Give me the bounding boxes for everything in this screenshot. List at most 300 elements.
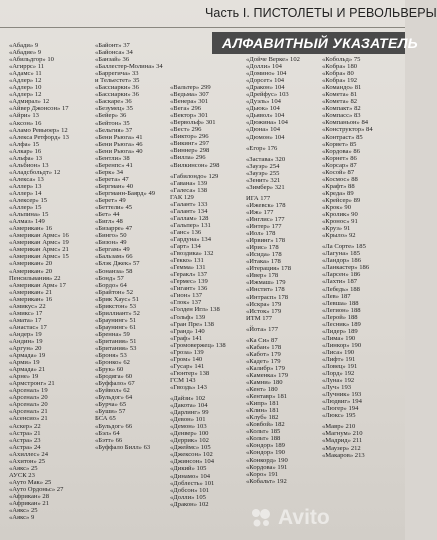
index-entry: «Иол» 178: [246, 230, 276, 238]
index-entry: «Исток» 179: [246, 307, 282, 315]
index-entry: «Бонд» 57: [95, 274, 124, 282]
index-entry: «Кабан» 178: [246, 343, 282, 351]
index-entry: «Арсенал» 20: [9, 394, 48, 402]
index-column-5: [322, 56, 402, 459]
index-entry: «Американ» 20: [9, 267, 53, 275]
index-entry: «Гальпер» 131: [170, 221, 211, 229]
index-entry: «Крейсер» 89: [322, 196, 361, 204]
index-entry: «Граф» 141: [170, 334, 203, 342]
index-entry: «Армада» 21: [9, 366, 46, 374]
index-entry: «Андин» 19: [9, 337, 43, 345]
index-entry: «Лесник» 189: [322, 320, 361, 328]
watermark: [250, 505, 400, 531]
index-entry: «Искра» 179: [246, 300, 282, 308]
index-entry: «Лифт» 191: [322, 355, 356, 363]
index-entry: «Алфа» 15: [9, 140, 40, 148]
index-entry: «Маузер» 212: [322, 444, 361, 452]
index-entry: «Кентавр» 181: [246, 393, 288, 401]
index-entry: «Бени Рьюга» 40: [95, 147, 143, 155]
index-entry: «Аладсбольдт» 12: [9, 168, 61, 176]
index-entry: «Дюмон» 104: [246, 133, 285, 141]
index-entry: «Аксон» 16: [9, 119, 42, 127]
index-entry: «Адлер» 12: [9, 91, 42, 99]
index-entry: «Бентли» 38: [95, 154, 130, 162]
index-entry: «Вервольф» 301: [170, 119, 216, 127]
index-entry: «Айри» 13: [9, 112, 39, 120]
index-entry: «Ловец» 191: [322, 363, 358, 371]
index-entry: «Доблесть» 101: [170, 479, 215, 487]
index-entry: «Гигант» 136: [170, 285, 208, 293]
index-entry: «Глок» 137: [170, 299, 202, 307]
index-entry: «Африкан» 28: [9, 493, 50, 500]
index-entry: «Крыло» 92: [322, 232, 356, 240]
header-rule: [0, 27, 405, 28]
index-entry: «Гардуна» 134: [170, 235, 212, 243]
index-entry: «Берк» 34: [95, 168, 124, 176]
index-entry: «Креда» 89: [322, 189, 354, 197]
index-entry: «Гемма» 131: [170, 264, 206, 272]
index-entry: «Галлам» 128: [170, 214, 209, 222]
index-column-4: [246, 56, 326, 485]
index-entry: «Африкан» 21: [9, 500, 50, 508]
index-entry: «Альфа» 13: [9, 154, 43, 162]
index-entry: «Лидер» 189: [322, 327, 358, 335]
index-entry: «Кобра» 180: [322, 63, 358, 71]
index-entry: «Галант» 134: [170, 207, 208, 215]
index-entry: «Итака» 178: [246, 258, 281, 266]
index-entry: «Корнет» 86: [322, 154, 357, 162]
index-entry: «Ахиллес» 24: [9, 450, 49, 458]
index-entry: «Мадрид» 211: [322, 437, 363, 445]
index-entry: «Гран Пре» 138: [170, 320, 214, 328]
index-entry: «Лев» 187: [322, 292, 351, 300]
index-entry: «Конкорд» 190: [246, 456, 288, 464]
index-entry: «Левша» 188: [322, 299, 359, 307]
index-entry: «Дрейфус» 103: [246, 91, 289, 99]
index-entry: «Буйвол» 62: [95, 387, 130, 395]
index-entry: «Бейер» 36: [95, 112, 127, 120]
index-entry: «Бульдог» 66: [95, 422, 133, 430]
index-entry: «Альбион» 13: [9, 161, 49, 169]
index-entry: «Вилла» 296: [170, 154, 206, 162]
index-entry: «Амикус» 22: [9, 302, 46, 310]
index-entry: «Буши» 57: [95, 408, 126, 416]
index-entry: «Бейтон» 35: [95, 119, 130, 127]
index-entry: «Галеса» 138: [170, 186, 208, 194]
index-entry: «Командо» 81: [322, 84, 362, 92]
index-entry: «Магнум» 210: [322, 430, 363, 438]
index-entry: «Бриллиант» 52: [95, 309, 140, 317]
index-entry: «Зауэр» 255: [246, 169, 280, 177]
index-entry: «Баллестер-Молина» 34: [95, 63, 163, 71]
index-entry: «Бассиарки» 36: [95, 84, 139, 92]
index-entry: «Комета» 81: [322, 91, 358, 99]
index-entry: «Аякс» 25: [9, 507, 38, 515]
index-entry: «Аскер» 22: [9, 422, 41, 430]
index-entry: «Дракон» 102: [170, 500, 209, 508]
index-entry: «Корвет» 85: [322, 140, 357, 148]
index-entry: «Блэк Джек» 57: [95, 260, 140, 268]
index-entry: «Добсон» 101: [170, 486, 210, 494]
index-entry: «Бульдог» 64: [95, 394, 133, 402]
index-entry: «Кобра» 80: [322, 70, 354, 78]
index-column-1: [9, 42, 87, 521]
index-entry: «Космос» 88: [322, 175, 358, 183]
index-entry: «Ахитон» 25: [9, 457, 46, 465]
index-entry: «Геракл» 137: [170, 271, 208, 279]
index-entry: «Вега» 296: [170, 105, 202, 113]
index-entry: «Кондор» 190: [246, 449, 285, 457]
index-entry: «Вест» 296: [170, 126, 202, 134]
index-entry: «Ижмаш» 179: [246, 279, 286, 287]
index-entry: «Бэл» 64: [95, 429, 120, 437]
index-entry: «Бени Рьюга» 46: [95, 140, 143, 148]
index-entry: «Адамс» 11: [9, 70, 42, 78]
index-entry: ГАК 129: [170, 193, 194, 201]
index-entry: «Гром» 140: [170, 355, 203, 363]
index-entry: «Кобальт» 192: [246, 477, 287, 485]
index-entry: «Алкар» 16: [9, 147, 42, 155]
index-entry: «Гюнтер» 138: [170, 369, 210, 377]
index-entry: «Американ» 20: [9, 260, 53, 268]
index-entry: «Джеймс» 105: [170, 444, 211, 452]
index-entry: «Гермес» 139: [170, 278, 208, 286]
index-entry: «Люгер» 194: [322, 405, 359, 413]
index-entry: «Бренна» 59: [95, 330, 130, 338]
index-entry: «Кордова» 86: [322, 147, 361, 155]
index-entry: «Арсенал» 21: [9, 408, 48, 416]
index-entry: «Браунинг» 51: [95, 316, 137, 324]
index-entry: «Ауто Ордоньс» 27: [9, 485, 64, 493]
index-entry: «Бигл» 48: [95, 218, 123, 226]
index-entry: «Луна» 192: [322, 377, 355, 385]
index-entry: «Алекса Ретфорд» 13: [9, 133, 69, 141]
index-entry: «Кобольд» 75: [322, 56, 361, 63]
watermark-text: Avito: [278, 506, 330, 529]
index-entry: «Американ» 16: [9, 225, 53, 233]
index-entry: «Клин» 181: [246, 407, 279, 415]
index-entry: и Тельестет» 35: [95, 77, 140, 85]
index-entry: «Демон» 103: [170, 423, 207, 431]
index-entry: «Кобра» 192: [322, 77, 358, 85]
index-entry: «Крафт» 88: [322, 182, 355, 190]
index-entry: «Абильдгор» 10: [9, 56, 54, 64]
index-entry: «Бергман» 40: [95, 182, 134, 190]
index-entry: «Йота» 177: [246, 325, 278, 333]
index-entry: «Гион» 137: [170, 292, 203, 300]
index-entry: «Американ» 16: [9, 295, 53, 303]
index-entry: «Американ Армс» 21: [9, 246, 69, 254]
index-entry: «Дьявол» 104: [246, 112, 285, 120]
index-entry: «Дорсет» 104: [246, 77, 285, 85]
index-entry: «Байонт» 37: [95, 42, 130, 49]
index-entry: «Браунинг» 61: [95, 323, 137, 331]
index-entry: «Астра» 21: [9, 429, 41, 437]
index-entry: «Людвиг» 194: [322, 398, 362, 406]
index-entry: «Баскаре» 36: [95, 98, 132, 106]
index-entry: «Ивер» 178: [246, 272, 279, 280]
index-entry: «Анастас» 17: [9, 323, 47, 331]
index-entry: «Легион» 188: [322, 306, 361, 314]
index-entry: «Венера» 301: [170, 98, 209, 106]
index-entry: «Аллер» 15: [9, 204, 42, 212]
index-entry: «Бет» 44: [95, 211, 120, 219]
index-entry: «Ковбой» 182: [246, 421, 285, 429]
index-entry: «Брик Хаус» 51: [95, 295, 139, 303]
index-entry: «Динамо» 104: [170, 472, 211, 480]
index-entry: «Люкс» 195: [322, 412, 356, 420]
index-entry: «Брайтон» 52: [95, 288, 133, 296]
index-entry: «Габилондо» 129: [170, 172, 219, 180]
index-entry: «Долли» 104: [246, 63, 282, 71]
index-entry: «Гольф» 139: [170, 313, 206, 321]
index-entry: «Амикс» 17: [9, 309, 43, 317]
index-entry: «Безумец» 35: [95, 105, 133, 113]
index-entry: «Беренпс» 41: [95, 161, 133, 169]
index-entry: «Вилкинсон» 298: [170, 161, 220, 169]
index-entry: «Виктор» 296: [170, 133, 209, 141]
index-entry: «Кордова» 191: [246, 463, 288, 471]
index-entry: «Арне» 19: [9, 373, 39, 381]
index-entry: «Броня» 53: [95, 352, 127, 360]
index-entry: АУСК 23: [9, 471, 35, 479]
index-entry: «Лиса» 190: [322, 348, 355, 356]
index-entry: «Беттели» 45: [95, 204, 133, 212]
index-entry: «Адлер» 12: [9, 77, 42, 85]
index-entry: «Гарт» 134: [170, 243, 201, 251]
index-banner: АЛФАВИТНЫЙ УКАЗАТЕЛЬ: [212, 32, 405, 54]
index-entry: «Алмаз» 149: [9, 218, 45, 226]
index-entry: «Дакота» 104: [170, 402, 208, 410]
index-entry: «Зимбер» 321: [246, 183, 285, 191]
index-entry: «Каменка» 179: [246, 371, 289, 379]
index-entry: «Абади» 9: [9, 42, 39, 49]
index-entry: «Андер» 19: [9, 330, 42, 338]
index-entry: «Байонса» 34: [95, 49, 133, 57]
index-entry: «Джексон» 102: [170, 451, 213, 459]
index-entry: «Интрасп» 178: [246, 293, 289, 301]
index-entry: «Дюжина» 104: [246, 119, 288, 127]
index-entry: «Кронос» 91: [322, 218, 358, 226]
index-entry: «Алексер» 15: [9, 197, 48, 205]
index-entry: «Аякс» 25: [9, 464, 38, 472]
index-entry: «Лорд» 192: [322, 370, 355, 378]
index-entry: «Банзай» 36: [95, 56, 130, 64]
index-entry: «Гусар» 141: [170, 362, 205, 370]
index-entry: «Адлер» 10: [9, 84, 42, 92]
index-entry: «Американ Арм» 17: [9, 281, 66, 289]
index-entry: «Ирвинг» 178: [246, 237, 286, 245]
index-entry: «Американ» 21: [9, 288, 53, 296]
index-entry: БСА 65: [95, 415, 116, 423]
index-entry: «Ижевск» 178: [246, 201, 286, 209]
index-entry: «Исида» 178: [246, 251, 282, 259]
index-entry: «Громовержец» 138: [170, 341, 226, 349]
index-entry: «Кольт» 185: [246, 428, 281, 436]
index-entry: «Ганс» 136: [170, 228, 202, 236]
index-entry: «Крок» 90: [322, 203, 352, 211]
index-entry: «Дарлинг» 99: [170, 409, 209, 417]
index-entry: «Ведьма» 307: [170, 91, 209, 99]
index-entry: «Ла Сорте» 185: [322, 243, 366, 251]
index-entry: «Амата» 17: [9, 316, 42, 324]
index-entry: «Лима» 190: [322, 334, 356, 342]
index-entry: «Долли» 105: [170, 493, 206, 501]
index-entry: «Американ Армс» 16: [9, 232, 69, 240]
index-entry: «Американ Армс» 15: [9, 253, 69, 261]
index-entry: «Алекса» 13: [9, 175, 44, 183]
index-entry: «Буффало Билл» 63: [95, 443, 151, 451]
index-entry: «Зенит» 321: [246, 176, 281, 184]
index-entry: «Кролик» 90: [322, 211, 358, 219]
index-entry: «Лебедь» 188: [322, 285, 360, 293]
index-entry: «Джинсон» 104: [170, 458, 214, 466]
index-entry: «Кабот» 179: [246, 350, 281, 358]
index-entry: «Бонанза» 58: [95, 267, 133, 275]
index-entry: «Дуэль» 104: [246, 98, 281, 106]
index-entry: «Конструктор» 84: [322, 126, 373, 134]
index-entry: «Луч» 193: [322, 384, 352, 392]
index-entry: «Компакт» 82: [322, 105, 361, 113]
index-entry: «Бурча» 65: [95, 401, 127, 409]
index-entry: «Застава» 320: [246, 155, 286, 163]
index-entry: «Галант» 133: [170, 200, 208, 208]
index-entry: «Кипр» 181: [246, 400, 279, 408]
index-entry: «Аргун» 20: [9, 345, 42, 353]
index-entry: «Берета» 47: [95, 175, 129, 183]
index-entry: «Айвер Джонсон» 17: [9, 105, 69, 113]
index-entry: «Линкор» 190: [322, 341, 362, 349]
index-entry: «Аламо Ревьюер» 12: [9, 126, 68, 134]
index-entry: «Дюна» 104: [246, 126, 281, 134]
index-entry: «Ауто Мак» 25: [9, 478, 52, 486]
index-entry: «Ка Си» 87: [246, 336, 278, 344]
index-entry: «Камни» 180: [246, 379, 283, 387]
index-entry: «Лерой» 188: [322, 313, 358, 321]
index-entry: «Ланкастер» 186: [322, 264, 370, 272]
index-entry: «Арсенал» 19: [9, 387, 48, 395]
index-entry: «Калибр» 179: [246, 364, 285, 372]
index-entry: «Аякс» 9: [9, 514, 35, 522]
index-entry: «Инстит» 178: [246, 286, 285, 294]
index-entry: «Бергманн-Баярд» 49: [95, 189, 156, 197]
index-entry: «Адмирал» 12: [9, 98, 50, 106]
index-entry: «Коро» 191: [246, 470, 279, 478]
index-entry: «Берет» 49: [95, 197, 126, 205]
index-entry: «Виннер» 298: [170, 147, 210, 155]
index-entry: «Бени Рьюга» 41: [95, 133, 143, 141]
index-entry: «Гавана» 139: [170, 179, 208, 187]
index-entry: «Лахти» 187: [322, 278, 358, 286]
index-entry: «Гранд» 140: [170, 327, 205, 335]
index-entry: «Астра» 23: [9, 436, 41, 444]
index-entry: «Британия» 51: [95, 337, 137, 345]
index-entry: «Клуб» 182: [246, 414, 279, 422]
index-entry: ИГА 177: [246, 194, 271, 202]
index-entry: «Дойче Верке» 102: [246, 56, 300, 63]
index-column-2: [95, 42, 173, 451]
index-entry: «Девон» 101: [170, 416, 206, 424]
index-entry: «Егор» 176: [246, 144, 278, 152]
index-entry: «Агиррс» 11: [9, 63, 45, 71]
index-entry: ГСМ 143: [170, 376, 196, 384]
index-entry: «Викинг» 297: [170, 140, 210, 148]
index-entry: «Абадие» 9: [9, 49, 42, 57]
index-entry: «Бинго» 50: [95, 232, 127, 240]
index-entry: «Бассиарки» 36: [95, 91, 139, 99]
index-entry: «Кент» 180: [246, 386, 278, 394]
index-entry: «Баррегича» 33: [95, 70, 139, 78]
index-entry: «Ирис» 178: [246, 244, 279, 252]
index-entry: «Дьюк» 104: [246, 105, 280, 113]
index-entry: «Бордо» 64: [95, 281, 127, 289]
index-entry: «Зауэр» 254: [246, 162, 280, 170]
index-entry: «Гекко» 131: [170, 257, 204, 265]
index-entry: ИТМ 177: [246, 314, 273, 322]
index-entry: «Кондор» 189: [246, 442, 285, 450]
index-entry: «Интер» 177: [246, 223, 282, 231]
index-entry: «Гвоздика» 132: [170, 250, 214, 258]
index-entry: «Кадет» 179: [246, 357, 281, 365]
index-entry: «Макаров» 213: [322, 451, 365, 459]
index-entry: «Лагуна» 185: [322, 250, 360, 258]
index-entry: «Лучник» 193: [322, 391, 362, 399]
index-entry: «Ландор» 186: [322, 257, 362, 265]
index-entry: «Круз» 91: [322, 225, 351, 233]
index-entry: «Вальтер» 299: [170, 84, 211, 91]
index-entry: «Деррик» 102: [170, 437, 209, 445]
index-entry: «Голден Игл» 138: [170, 306, 220, 314]
index-entry: «Аллер» 14: [9, 189, 42, 197]
index-entry: «Комета» 82: [322, 98, 358, 106]
index-entry: «Домино» 104: [246, 70, 287, 78]
index-entry: «Компасс» 83: [322, 112, 361, 120]
index-entry: «Арсенал» 20: [9, 401, 48, 409]
index-entry: «Бергам» 49: [95, 246, 130, 254]
index-entry: «Ларсен» 186: [322, 271, 361, 279]
index-entry: «Корсар» 87: [322, 161, 357, 169]
index-entry: «Британия» 53: [95, 345, 137, 353]
running-header: Часть I. ПИСТОЛЕТЫ И РЕВОЛЬВЕРЫ: [205, 6, 437, 20]
index-entry: «Вектор» 301: [170, 112, 208, 120]
index-entry: «Бэтт» 66: [95, 436, 123, 444]
index-entry: «Американ Армс» 19: [9, 239, 69, 247]
index-entry: «Гроза» 139: [170, 348, 204, 356]
index-entry: «Альпина» 15: [9, 211, 49, 219]
index-entry: «Бизон» 49: [95, 239, 127, 247]
index-entry: «Бальзам» 66: [95, 253, 133, 261]
index-entry: «Армстронг» 21: [9, 380, 55, 388]
index-entry: «Бродягa» 60: [95, 373, 133, 381]
index-entry: «Дракон» 104: [246, 84, 285, 92]
index-entry: «Иж» 177: [246, 208, 274, 216]
index-entry: «Гвоздь» 143: [170, 383, 207, 391]
index-column-3: [170, 84, 250, 508]
index-entry: «Бизарре» 47: [95, 225, 133, 233]
index-entry: «Косой» 87: [322, 168, 355, 176]
index-entry: «Асенсио» 21: [9, 415, 48, 423]
index-entry: «Аллер» 13: [9, 182, 42, 190]
index-entry: Пенсильвания» 22: [9, 274, 61, 282]
index-entry: «Дайзи» 102: [170, 395, 206, 403]
index-entry: «Контраст» 85: [322, 133, 363, 141]
index-entry: «Брук» 60: [95, 366, 124, 374]
index-entry: «Компаньон» 84: [322, 119, 369, 127]
index-entry: «Кольт» 188: [246, 435, 281, 443]
index-entry: «Бронко» 62: [95, 359, 130, 367]
index-entry: «Итерация» 178: [246, 265, 292, 273]
index-entry: «Денвер» 100: [170, 430, 209, 438]
